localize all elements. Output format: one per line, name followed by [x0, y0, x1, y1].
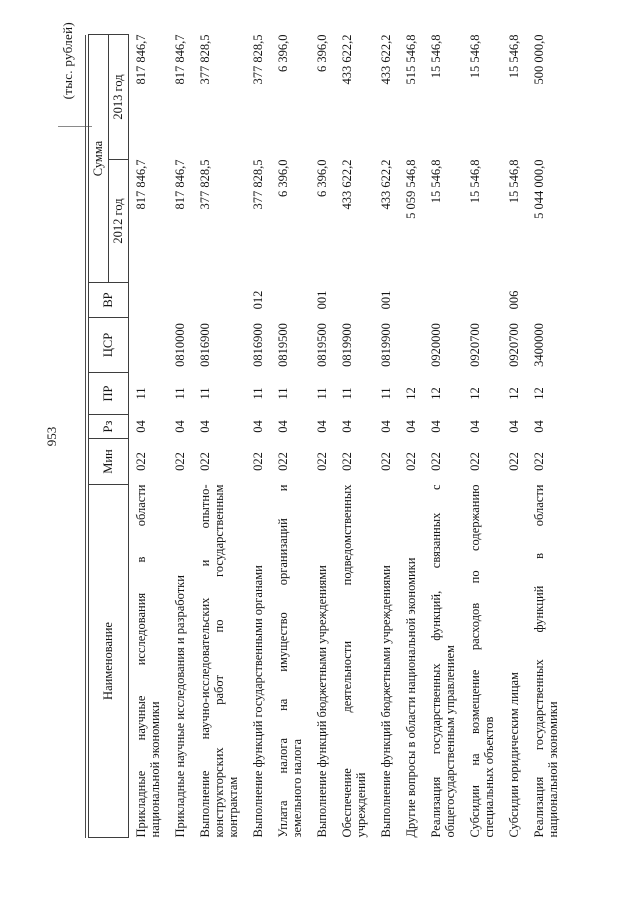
units-note: (тыс. рублей): [60, 22, 75, 100]
cell-vr: [424, 283, 463, 318]
cell-pr: 12: [429, 387, 443, 400]
cell-name: [502, 485, 527, 838]
name-line: национальной экономики: [148, 701, 162, 838]
cell-min: 022: [429, 452, 443, 471]
cell-min: 022: [532, 452, 546, 471]
cell-rz: 04: [507, 420, 521, 433]
col-header-sum: Сумма: [89, 35, 109, 283]
cell-csr: 0816900: [198, 323, 212, 367]
cell-rz: 04: [276, 420, 290, 433]
cell-name: [193, 485, 246, 838]
cell-vr: 001: [315, 290, 329, 310]
cell-min: 022: [340, 452, 354, 471]
name-line: Прикладные научные исследования в области: [134, 484, 148, 838]
cell-sum-2013: 377 828,5: [198, 34, 212, 85]
cell-vr: 001: [379, 290, 393, 310]
cell-csr: [399, 318, 424, 373]
cell-rz: 04: [251, 420, 265, 433]
cell-vr: [335, 283, 374, 318]
name-line: Реализация государственных функций в области: [532, 484, 546, 838]
name-line: Уплата налога на имущество организаций и: [276, 484, 290, 838]
cell-min: 022: [468, 452, 482, 471]
cell-rz: 04: [340, 420, 354, 433]
cell-name: [527, 485, 566, 838]
table-row: [463, 35, 502, 838]
cell-min: 022: [198, 452, 212, 471]
cell-sum-2013: 433 622,2: [340, 34, 354, 85]
cell-min: 022: [315, 452, 329, 471]
cell-csr: 0920700: [507, 323, 521, 367]
cell-pr: 11: [340, 387, 354, 400]
cell-name: [271, 485, 310, 838]
name-line: национальной экономики: [546, 701, 560, 838]
col-header-pr: ПР: [89, 373, 129, 415]
name-line: Выполнение функций бюджетными учреждениями: [379, 565, 393, 838]
table-row: [527, 35, 566, 838]
cell-sum-2012: 5 059 546,8: [404, 159, 418, 219]
cell-sum-2013: 15 546,8: [429, 34, 443, 79]
cell-sum-2012: 15 546,8: [507, 159, 521, 204]
cell-sum-2012: 5 044 000,0: [532, 159, 546, 219]
cell-vr: 006: [507, 290, 521, 310]
cell-csr: 0819900: [340, 323, 354, 367]
table-row: [168, 35, 193, 838]
name-line: Выполнение функций государственными органами: [251, 565, 265, 838]
name-line: Выполнение научно-исследовательских и опытно-: [198, 484, 212, 838]
cell-name: [246, 485, 271, 838]
cell-sum-2012: 15 546,8: [429, 159, 443, 204]
table-row: [399, 35, 424, 838]
cell-name: [129, 485, 169, 838]
cell-name: [374, 485, 399, 838]
cell-vr: [399, 283, 424, 318]
cell-csr: 0816900: [251, 323, 265, 367]
cell-sum-2012: 433 622,2: [340, 159, 354, 210]
cell-pr: 11: [251, 387, 265, 400]
cell-sum-2013: 515 546,8: [404, 34, 418, 85]
table-row: [374, 35, 399, 838]
name-line: Реализация государственных функций, связанных с: [429, 484, 443, 838]
cell-pr: 11: [134, 387, 148, 400]
name-line: Выполнение функций бюджетными учреждениями: [315, 565, 329, 838]
name-line: Прикладные научные исследования и разработки: [173, 575, 187, 838]
cell-name: [168, 485, 193, 838]
cell-vr: [271, 283, 310, 318]
name-line: конструкторских работ по государственным: [212, 484, 226, 838]
cell-min: 022: [134, 452, 148, 471]
scan-artifact-line: [58, 126, 92, 127]
cell-sum-2012: 817 846,7: [134, 159, 148, 210]
cell-sum-2013: 15 546,8: [468, 34, 482, 79]
cell-name: [399, 485, 424, 838]
cell-sum-2012: 377 828,5: [198, 159, 212, 210]
cell-rz: 04: [134, 420, 148, 433]
cell-name: [424, 485, 463, 838]
col-header-year-2013: 2013 год: [109, 35, 129, 160]
header-row-1: [89, 35, 109, 838]
name-line: учреждений: [354, 772, 368, 838]
cell-rz: 04: [198, 420, 212, 433]
cell-vr: [129, 283, 169, 318]
cell-vr: [527, 283, 566, 318]
col-header-csr: ЦСР: [89, 318, 129, 373]
cell-pr: 11: [315, 387, 329, 400]
cell-sum-2013: 377 828,5: [251, 34, 265, 85]
cell-csr: 0810000: [173, 323, 187, 367]
name-line: общегосударственным управлением: [443, 645, 457, 838]
name-line: Субсидии юридическим лицам: [507, 672, 521, 838]
cell-rz: 04: [404, 420, 418, 433]
cell-sum-2013: 500 000,0: [532, 34, 546, 85]
cell-pr: 11: [379, 387, 393, 400]
cell-min: 022: [404, 452, 418, 471]
cell-pr: 12: [468, 387, 482, 400]
cell-csr: 0819900: [379, 323, 393, 367]
name-line: земельного налога: [290, 738, 304, 838]
cell-sum-2013: 15 546,8: [507, 34, 521, 79]
cell-csr: 0819500: [315, 323, 329, 367]
cell-pr: 12: [404, 387, 418, 400]
table-row: [502, 35, 527, 838]
table-row: [310, 35, 335, 838]
cell-sum-2012: 6 396,0: [315, 159, 329, 197]
cell-vr: 012: [251, 290, 265, 310]
cell-sum-2012: 377 828,5: [251, 159, 265, 210]
cell-sum-2013: 433 622,2: [379, 34, 393, 85]
cell-min: 022: [507, 452, 521, 471]
cell-rz: 04: [315, 420, 329, 433]
budget-table: [88, 34, 566, 838]
col-header-min: Мин: [89, 439, 129, 485]
table-row: [335, 35, 374, 838]
cell-pr: 12: [507, 387, 521, 400]
name-line: Обеспечение деятельности подведомственных: [340, 484, 354, 838]
name-line: Другие вопросы в области национальной экономики: [404, 557, 418, 838]
cell-sum-2012: 433 622,2: [379, 159, 393, 210]
col-header-year-2012: 2012 год: [109, 160, 129, 283]
cell-vr: [463, 283, 502, 318]
cell-name: [310, 485, 335, 838]
cell-rz: 04: [379, 420, 393, 433]
col-header-vr: ВР: [89, 283, 129, 318]
table-outer-topline: [85, 35, 86, 838]
cell-csr: [129, 318, 169, 373]
cell-sum-2013: 6 396,0: [276, 34, 290, 72]
cell-rz: 04: [468, 420, 482, 433]
table-row: [271, 35, 310, 838]
cell-sum-2012: 817 846,7: [173, 159, 187, 210]
cell-vr: [193, 283, 246, 318]
name-line: контрактам: [226, 776, 240, 838]
col-header-name: Наименование: [89, 485, 129, 838]
page-number: 953: [44, 426, 59, 447]
table-row: [246, 35, 271, 838]
cell-csr: 0920000: [429, 323, 443, 367]
cell-vr: [168, 283, 193, 318]
cell-min: 022: [251, 452, 265, 471]
cell-min: 022: [173, 452, 187, 471]
cell-sum-2013: 6 396,0: [315, 34, 329, 72]
cell-pr: 12: [532, 387, 546, 400]
cell-sum-2012: 6 396,0: [276, 159, 290, 197]
name-line: специальных объектов: [482, 716, 496, 838]
cell-pr: 11: [276, 387, 290, 400]
cell-rz: 04: [429, 420, 443, 433]
cell-min: 022: [276, 452, 290, 471]
cell-csr: 3400000: [532, 323, 546, 367]
cell-sum-2012: 15 546,8: [468, 159, 482, 204]
cell-min: 022: [379, 452, 393, 471]
cell-sum-2013: 817 846,7: [173, 34, 187, 85]
cell-csr: 0819500: [276, 323, 290, 367]
cell-rz: 04: [173, 420, 187, 433]
cell-csr: 0920700: [468, 323, 482, 367]
cell-name: [335, 485, 374, 838]
table-row: [193, 35, 246, 838]
col-header-rz: Рз: [89, 415, 129, 439]
cell-pr: 11: [173, 387, 187, 400]
cell-sum-2013: 817 846,7: [134, 34, 148, 85]
table-row: [424, 35, 463, 838]
cell-pr: 11: [198, 387, 212, 400]
cell-rz: 04: [532, 420, 546, 433]
name-line: Субсидии на возмещение расходов по содержанию: [468, 484, 482, 838]
cell-name: [463, 485, 502, 838]
table-row: [129, 35, 169, 838]
